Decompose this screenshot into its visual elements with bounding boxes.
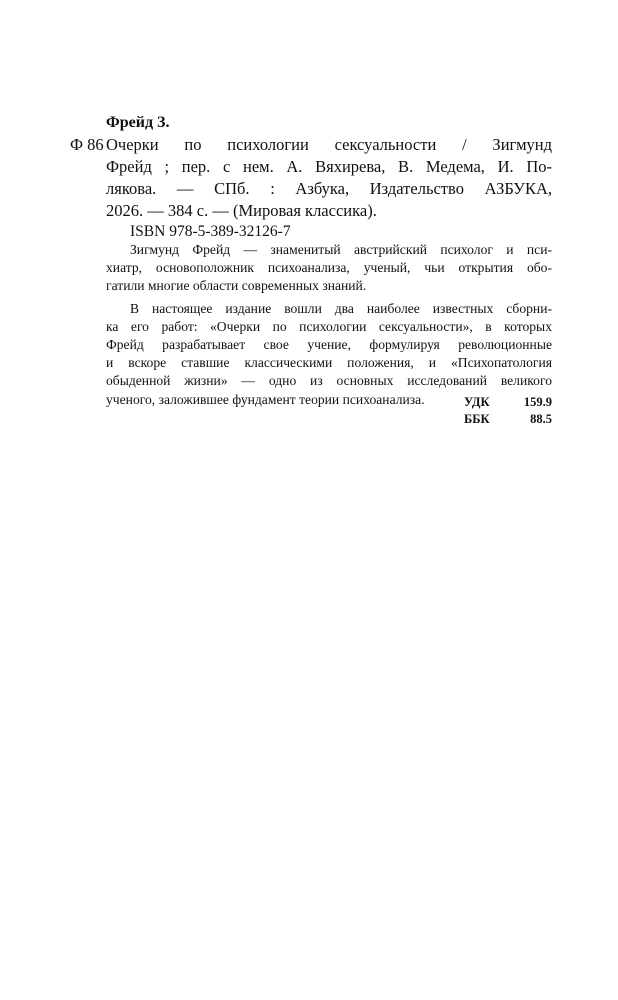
annotation-line: Фрейд разрабатывает свое учение, формулируя революционные [106,336,552,352]
annotation-line: ученого, заложившее фундамент теории психоанализа. [106,391,425,407]
bbk-value: 88.5 [530,412,552,426]
classification-codes [464,394,552,428]
bibliographic-line: Фрейд ; пер. с нем. А. Вяхирева, В. Медема, И. По- [106,157,552,176]
annotation [106,241,552,409]
annotation-line: Зигмунд Фрейд — знаменитый австрийский психолог и пси- [130,242,552,257]
annotation-line: хиатр, основоположник психоанализа, ученый, чьи открытия обо- [106,260,552,276]
author-heading: Фрейд З. [106,114,170,131]
udk-value: 159.9 [523,395,552,409]
udk-label: УДК [464,395,490,409]
annotation-line: ка его работ: «Очерки по психологии сексуальности», в которых [106,318,552,334]
bibliographic-line: Очерки по психологии сексуальности / Зигмунд [106,135,552,154]
annotation-line: В настоящее издание вошли два наиболее известных сборни- [130,300,552,316]
author-index-code: Ф 86 [70,135,104,154]
udk-row [464,394,552,411]
bbk-label: ББК [464,412,490,426]
bbk-row [464,411,552,428]
annotation-line: обыденной жизни» — одно из основных исследований великого [106,373,552,389]
bibliographic-line: лякова. — СПб. : Азбука, Издательство АЗБУКА, [106,179,552,198]
annotation-line: гатили многие области современных знаний. [106,278,367,294]
isbn: ISBN 978-5-389-32126-7 [130,223,291,240]
bibliographic-description [106,134,552,222]
bibliographic-line: 2026. — 384 с. — (Мировая классика). [106,201,377,220]
annotation-line: и вскоре ставшие классическими положения, и «Психопатология [106,355,552,371]
